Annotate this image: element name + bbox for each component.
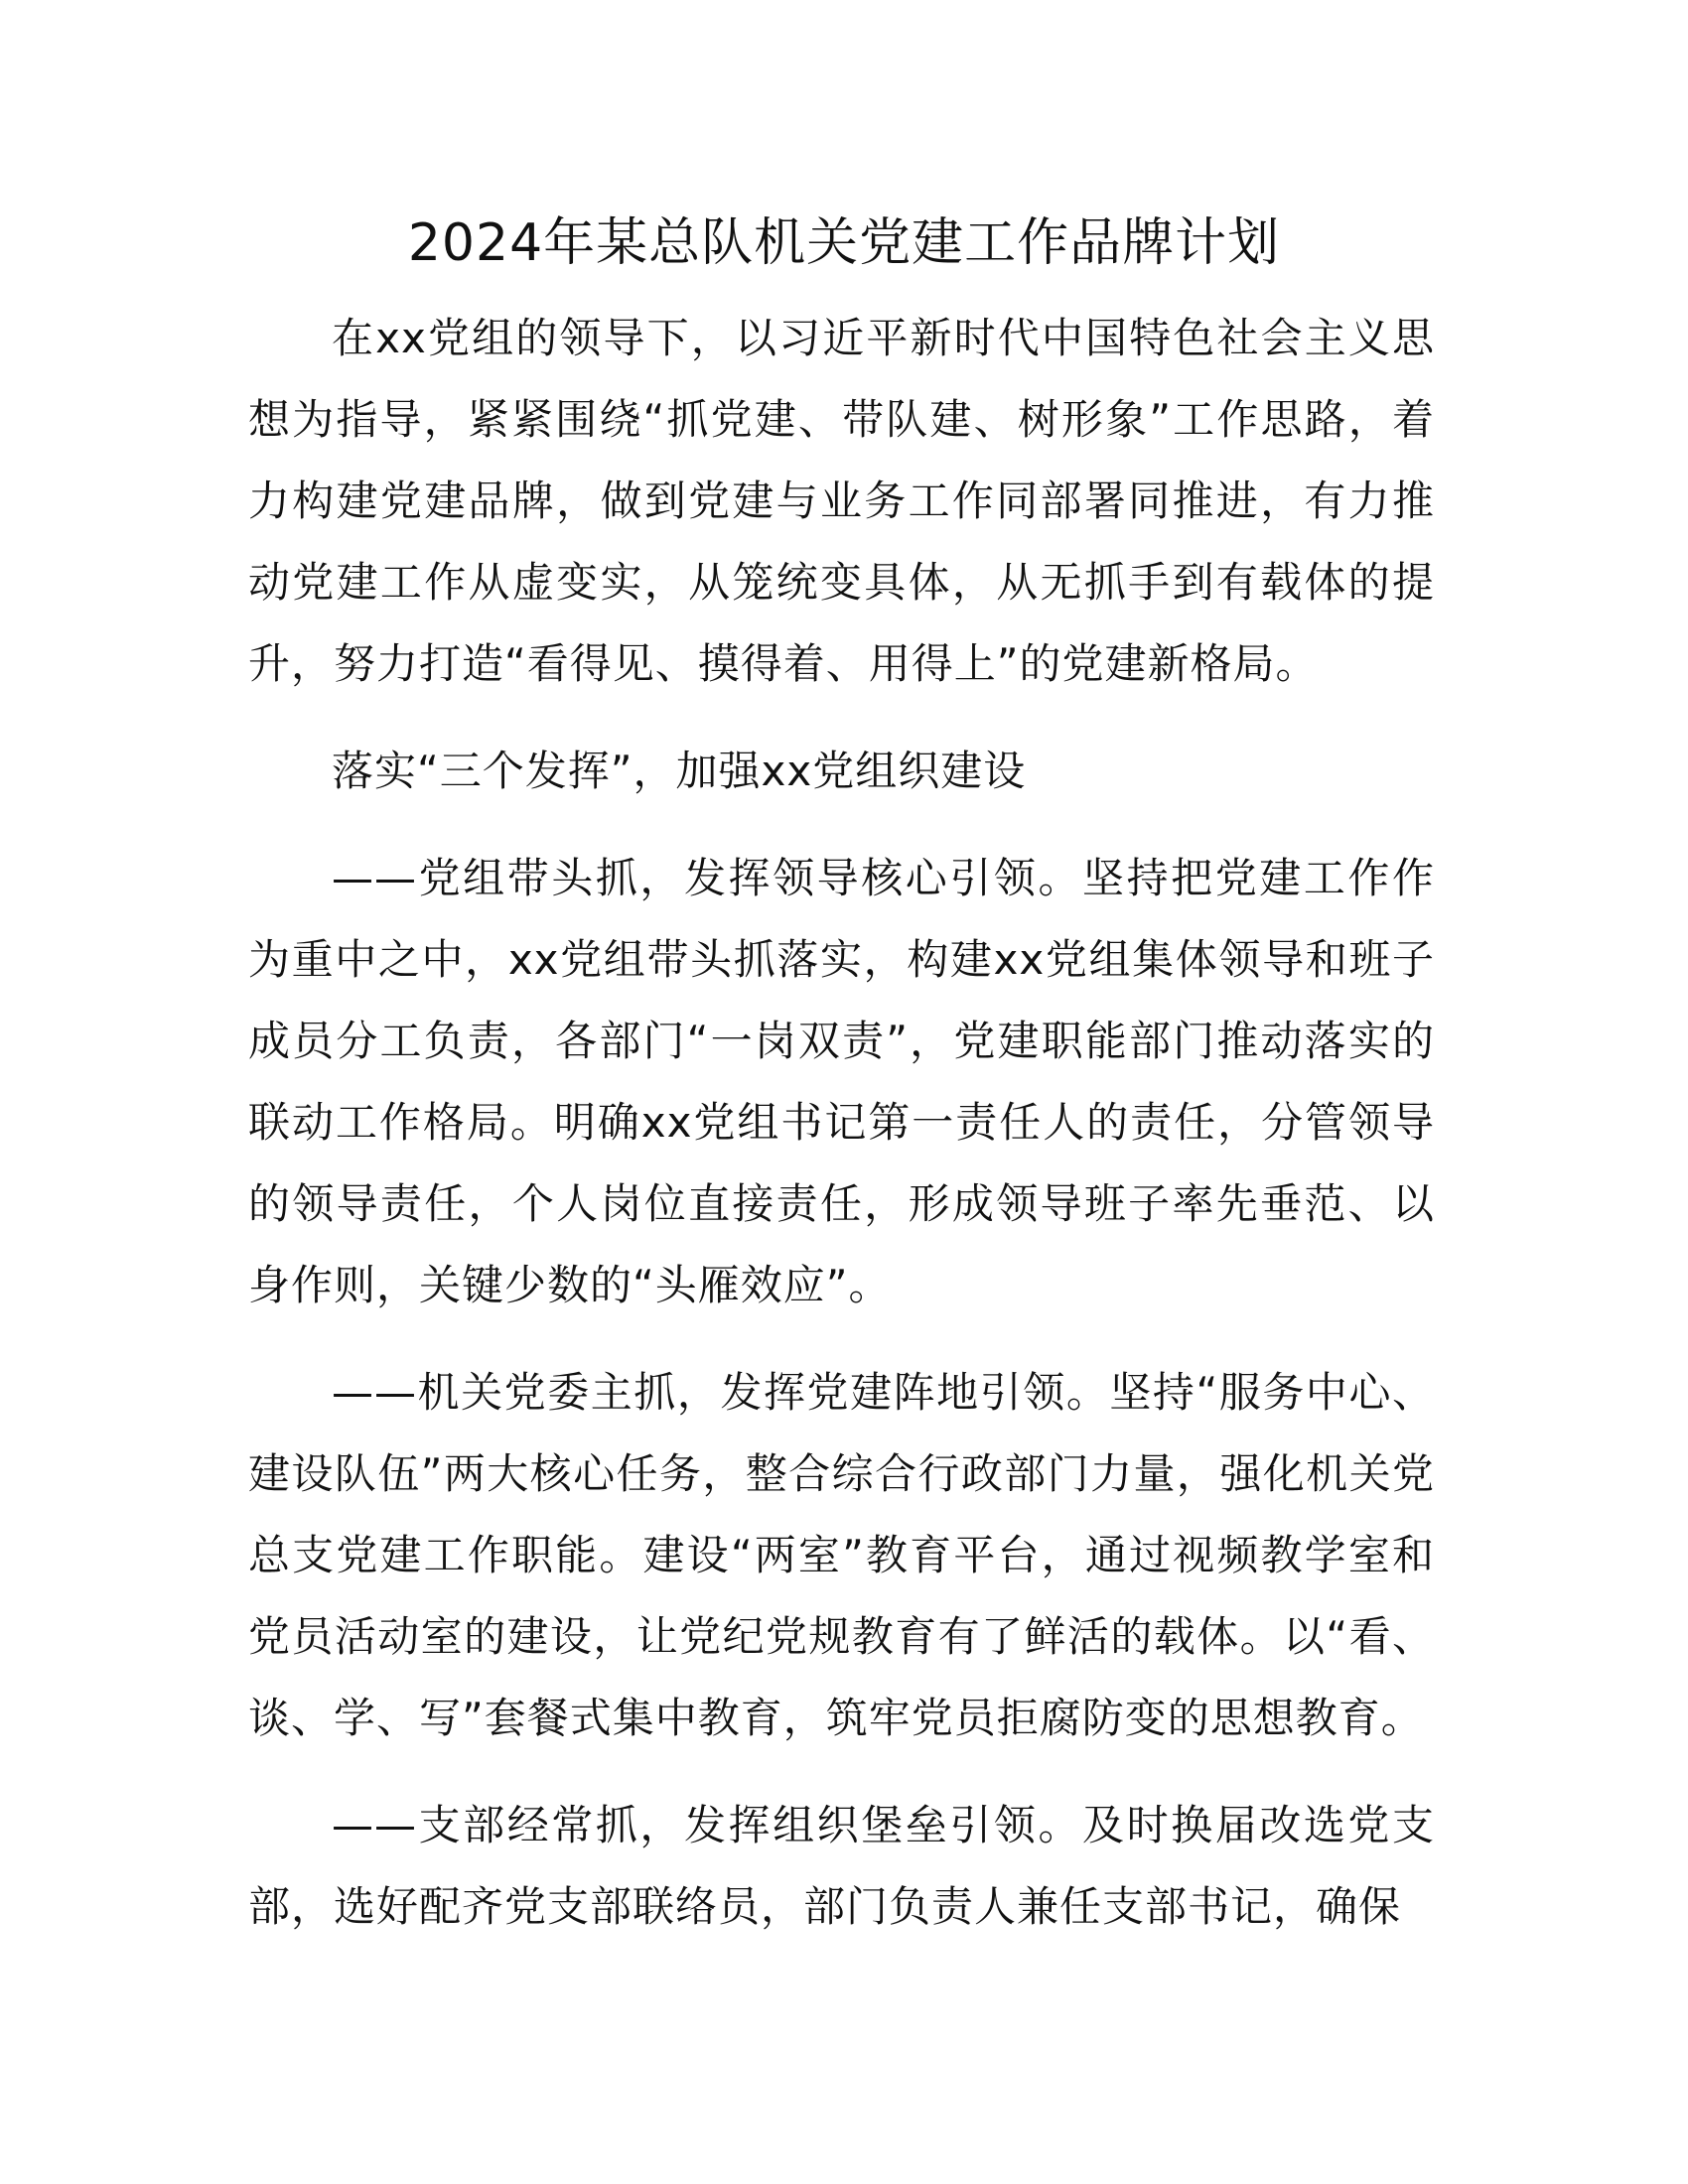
intro-paragraph: 在xx党组的领导下，以习近平新时代中国特色社会主义思想为指导，紧紧围绕“抓党建、带队建、树形象”工作思路，着力构建党建品牌，做到党建与业务工作同部署同推进，有力推动党建工作从虚变实，从笼统变具体，从无抓手到有载体的提升，努力打造“看得见、摸得着、用得上”的党建新格局。 bbox=[248, 314, 1435, 688]
document-body bbox=[248, 298, 1435, 1974]
document-title: 2024年某总队机关党建工作品牌计划 bbox=[407, 213, 1281, 273]
body-paragraph-party-committee: ——机关党委主抓，发挥党建阵地引领。坚持“服务中心、建设队伍”两大核心任务，整合综合行政部门力量，强化机关党总支党建工作职能。建设“两室”教育平台，通过视频教学室和党员活动室的建设，让党纪党规教育有了鲜活的载体。以“看、谈、学、写”套餐式集中教育，筑牢党员拒腐防变的思想教育。 bbox=[248, 1368, 1435, 1742]
body-paragraph-party-group: ——党组带头抓，发挥领导核心引领。坚持把党建工作作为重中之中，xx党组带头抓落实，构建xx党组集体领导和班子成员分工负责，各部门“一岗双责”，党建职能部门推动落实的联动工作格局。明确xx党组书记第一责任人的责任，分管领导的领导责任，个人岗位直接责任，形成领导班子率先垂范、以身作则，关键少数的“头雁效应”。 bbox=[248, 854, 1435, 1309]
body-paragraph-branch: ——支部经常抓，发挥组织堡垒引领。及时换届改选党支部，选好配齐党支部联络员，部门负责人兼任支部书记，确保 bbox=[248, 1801, 1435, 1931]
section-heading: 落实“三个发挥”，加强xx党组织建设 bbox=[332, 747, 1027, 795]
